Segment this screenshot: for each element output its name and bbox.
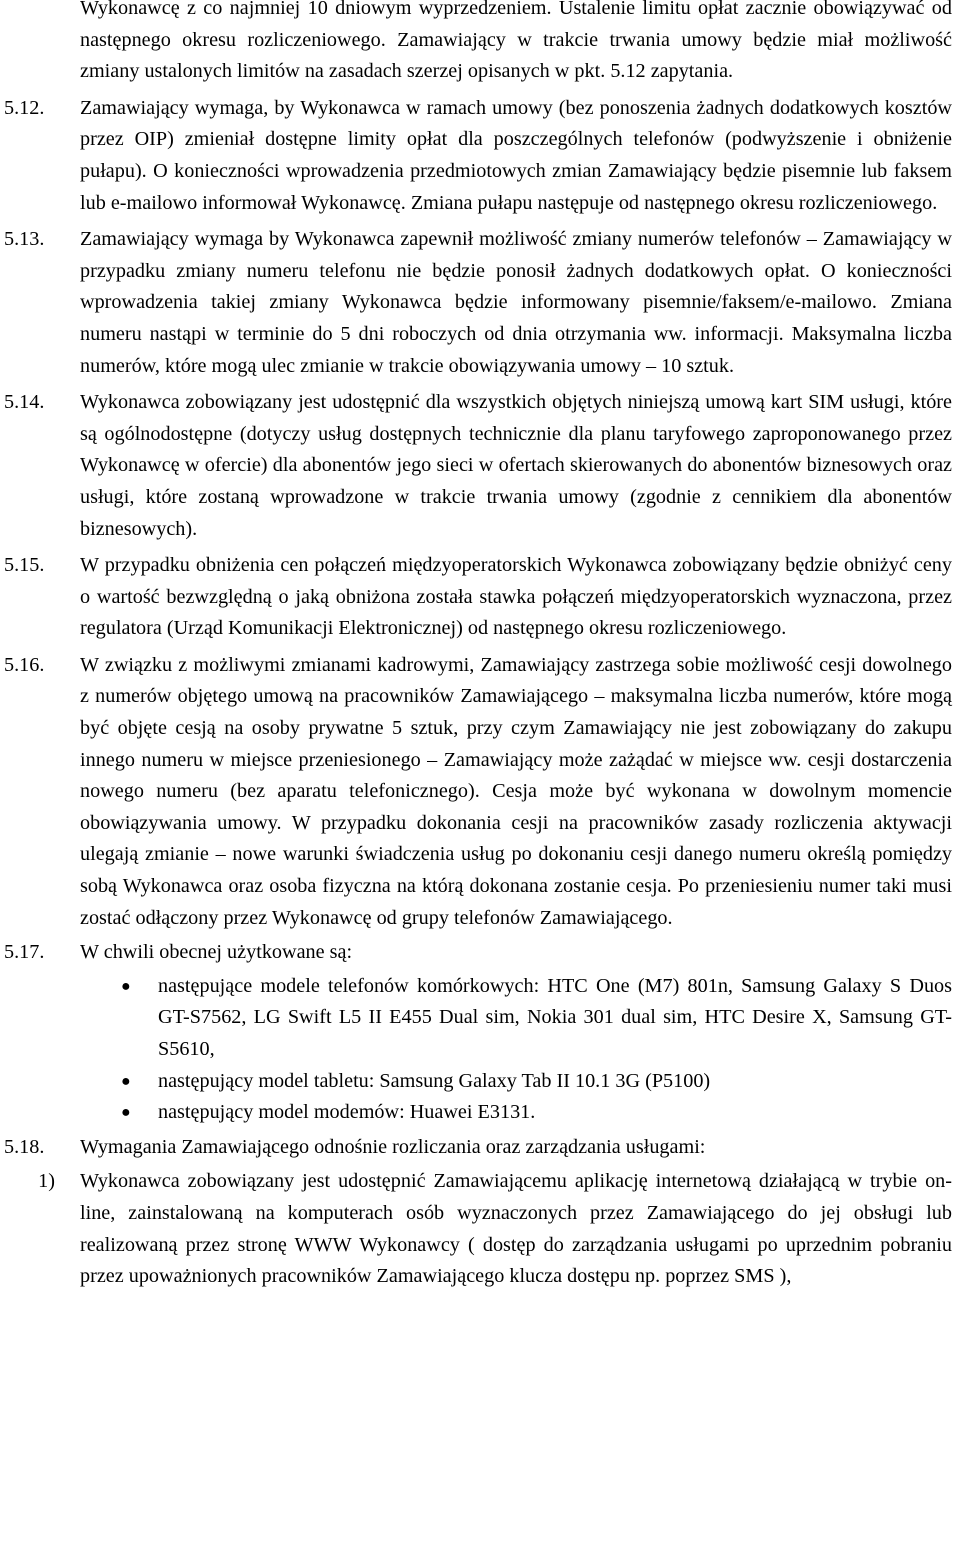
item-1 [0, 1166, 960, 1292]
section-5-16 [0, 650, 960, 934]
item-number: 1) [38, 1170, 55, 1193]
list-item-text: następujący model modemów: Huawei E3131. [158, 1101, 536, 1124]
bullet-icon: ● [121, 1072, 131, 1090]
list-item [121, 971, 952, 1066]
section-text: W przypadku obniżenia cen połączeń międzyoperatorskich Wykonawca zobowiązany będzie obniżyć ceny o wartość bezwzględną o jaką obniżona została stawka połączeń międzyoperatorskich wyznaczona, przez regulatora (Urząd Komunikacji Elektronicznej) od następnego okresu rozliczeniowego. [80, 554, 952, 640]
bullet-icon: ● [121, 1104, 131, 1122]
section-number: 5.17. [4, 941, 45, 964]
section-number: 5.18. [4, 1135, 45, 1158]
section-5-15 [0, 550, 960, 645]
section-text: Wymagania Zamawiającego odnośnie rozliczania oraz zarządzania usługami: [80, 1135, 706, 1158]
section-number: 5.13. [4, 228, 45, 251]
section-number: 5.16. [4, 653, 45, 676]
section-5-13 [0, 224, 960, 382]
intro-paragraph [0, 0, 960, 88]
item-text: Wykonawca zobowiązany jest udostępnić Zamawiającemu aplikację internetową działającą w trybie on-line, zainstalowaną na komputerach osób wyznaczonych przez Zamawiającego do jej obsługi lub realizowaną przez stronę WWW Wykonawcy ( dostęp do zarządzania usługami po uprzednim pobraniu przez upoważnionych pracowników Zamawiającego klucza dostępu np. poprzez SMS ), [80, 1170, 952, 1288]
device-list [0, 971, 960, 1129]
section-text: W chwili obecnej użytkowane są: [80, 941, 353, 964]
section-5-17 [0, 937, 960, 969]
section-number: 5.12. [4, 96, 45, 119]
section-5-12 [0, 93, 960, 219]
section-5-14 [0, 387, 960, 545]
section-text: Wykonawca zobowiązany jest udostępnić dla wszystkich objętych niniejszą umową kart SIM usługi, które są ogólnodostępne (dotyczy usług dostępnych technicznie dla planu taryfowego zaproponowanego przez Wykonawcę w ofercie) dla abonentów jego sieci w ofertach skierowanych do abonentów biznesowych oraz usługi, które zostaną wprowadzone w trakcie trwania umowy (zgodnie z cennikiem dla abonentów biznesowych). [80, 391, 952, 540]
section-text: Zamawiający wymaga, by Wykonawca w ramach umowy (bez ponoszenia żadnych dodatkowych kosztów przez OIP) zmieniał dostępne limity opłat dla poszczególnych telefonów (podwyższenie i obniżenie pułapu). O konieczności wprowadzenia przedmiotowych zmian Zamawiający będzie pisemnie lub faksem lub e-mailowo informował Wykonawcę. Zmiana pułapu następuje od następnego okresu rozliczeniowego. [80, 96, 952, 214]
list-item-text: następujący model tabletu: Samsung Galaxy Tab II 10.1 3G (P5100) [158, 1069, 711, 1092]
section-number: 5.15. [4, 554, 45, 577]
list-item [121, 1097, 952, 1129]
section-text: W związku z możliwymi zmianami kadrowymi, Zamawiający zastrzega sobie możliwość cesji dowolnego z numerów objętego umową na pracowników Zamawiającego – maksymalna liczba numerów, które mogą być objęte cesją na osoby prywatne 5 sztuk, przy czym Zamawiający nie jest zobowiązany do zakupu innego numeru w miejsce przeniesionego – Zamawiający może zażądać w miejsce ww. cesji dostarczenia nowego numeru (bez aparatu telefonicznego). Cesja może być wykonana w dowolnym momencie obowiązywania umowy. W przypadku dokonania cesji na pracowników zasady rozliczenia aktywacji ulegają zmianie – nowe warunki świadczenia usług po dokonaniu cesji danego numeru określą pomiędzy sobą Wykonawca oraz osoba fizyczna na którą dokonana zostanie cesja. Po przeniesieniu numer taki musi zostać odłączony przez Wykonawcę od grupy telefonów Zamawiającego. [80, 653, 952, 929]
list-item-text: następujące modele telefonów komórkowych: HTC One (M7) 801n, Samsung Galaxy S Duos GT-S7562, LG Swift L5 II E455 Dual sim, Nokia 301 dual sim, HTC Desire X, Samsung GT-S5610, [158, 974, 952, 1060]
list-item [121, 1066, 952, 1098]
section-text: Zamawiający wymaga by Wykonawca zapewnił możliwość zmiany numerów telefonów – Zamawiający w przypadku zmiany numeru telefonu nie będzie ponosił żadnych dodatkowych opłat. O konieczności wprowadzenia takiej zmiany Wykonawca będzie informowany pisemnie/faksem/e-mailowo. Zmiana numeru nastąpi w terminie do 5 dni roboczych od dnia otrzymania ww. informacji. Maksymalna liczba numerów, które mogą ulec zmianie w trakcie obowiązywania umowy – 10 sztuk. [80, 228, 952, 377]
intro-text: Wykonawcę z co najmniej 10 dniowym wyprzedzeniem. Ustalenie limitu opłat zacznie obowiązywać od następnego okresu rozliczeniowego. Zamawiający w trakcie trwania umowy będzie miał możliwość zmiany ustalonych limitów na zasadach szerzej opisanych w pkt. 5.12 zapytania. [80, 0, 952, 83]
bullet-icon: ● [121, 977, 131, 995]
section-5-18 [0, 1132, 960, 1164]
section-number: 5.14. [4, 391, 45, 414]
